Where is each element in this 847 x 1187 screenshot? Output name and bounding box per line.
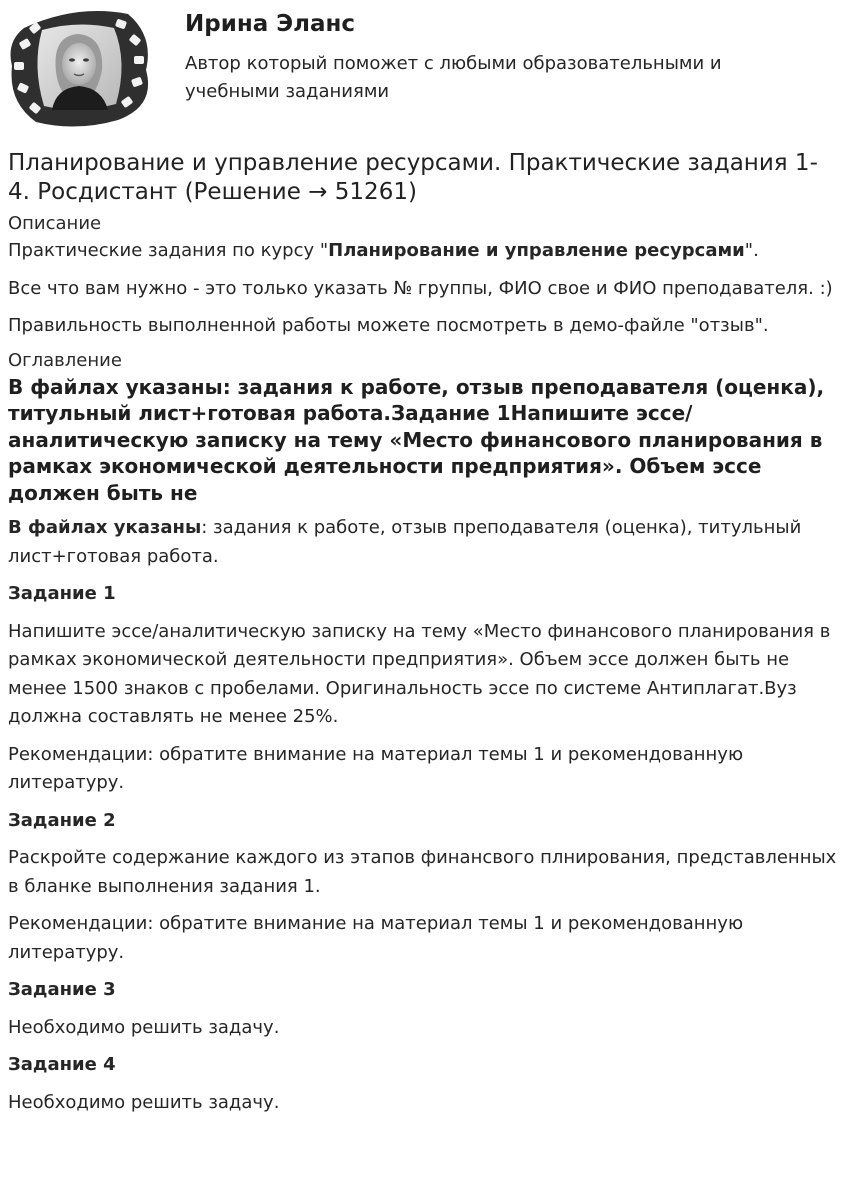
toc-summary: В файлах указаны: задания к работе, отзыв преподавателя (оценка), титульный лист+готовая работа.Задание 1Напишите эссе/аналитическую записку на тему «Место финансового планирования в рамках экономической деятельности предприятия». Объем эссе должен быть не [8,374,825,505]
task-paragraph: Необходимо решить задачу. [8,1091,280,1113]
description-paragraph: Правильность выполненной работы можете посмотреть в демо-файле "отзыв". [8,315,769,336]
author-avatar [6,6,152,128]
files-note [8,514,839,571]
description-intro [8,237,839,266]
page-title: Планирование и управление ресурсами. Практические задания 1-4. Росдистант (Решение → 51261) [8,150,818,205]
task-heading: Задание 3 [8,979,116,1000]
task-paragraph: Напишите эссе/аналитическую записку на тему «Место финансового планирования в рамках экономической деятельности предприятия». Объем эссе должен быть не менее 1500 знаков с пробелами. Оригинальность эссе по системе Антиплагат.Вуз должна составлять не менее 25%. [8,620,831,727]
task-recommendation: Рекомендации: обратите внимание на материал темы 1 и рекомендованную литературу. [8,913,744,963]
course-name: Планирование и управление ресурсами [328,240,745,261]
task-heading: Задание 4 [8,1054,116,1075]
description-intro-prefix: Практические задания по курсу " [8,240,329,261]
main-content [0,149,847,1117]
task-paragraph: Раскройте содержание каждого из этапов финансвого плнирования, представленных в бланке выполнения задания 1. [8,847,837,897]
files-note-rest: : задания к работе, отзыв преподавателя (оценка), титульный лист+готовая работа. [8,517,802,567]
author-card [0,0,847,132]
description-paragraph: Все что вам нужно - это только указать № группы, ФИО свое и ФИО преподавателя. :) [8,277,833,299]
task-heading: Задание 1 [8,583,116,604]
author-name[interactable]: Ирина Эланс [185,11,356,37]
files-note-bold: В файлах указаны [8,517,202,538]
task-heading: Задание 2 [8,809,116,831]
task-recommendation: Рекомендации: обратите внимание на материал темы 1 и рекомендованную литературу. [8,743,744,793]
author-description: Автор который поможет с любыми образовательными и учебными заданиями [185,53,722,102]
task-paragraph: Необходимо решить задачу. [8,1016,280,1038]
description-intro-suffix: ". [744,240,759,261]
description-label: Описание [8,213,102,234]
toc-label: Оглавление [8,349,122,371]
